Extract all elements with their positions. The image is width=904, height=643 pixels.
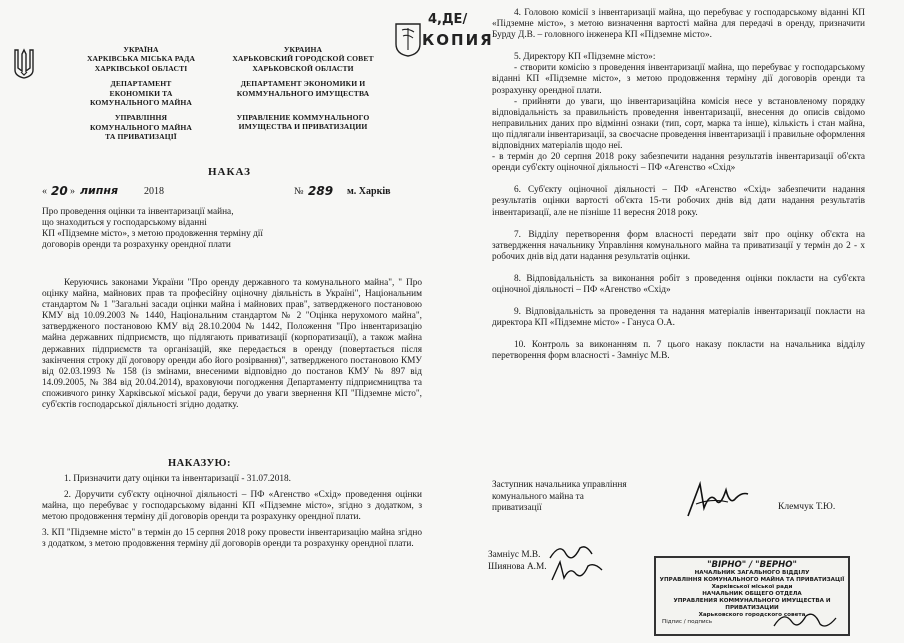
order-item-1: 1. Призначити дату оцінки та інвентаризації - 31.07.2018. <box>64 474 291 484</box>
signer-title-line: комунального майна та <box>492 491 584 502</box>
header-ru-line: ДЕПАРТАМЕНТ ЭКОНОМИКИ И <box>240 79 366 89</box>
stamp-line: УПРАВЛІННЯ КОМУНАЛЬНОГО МАЙНА ТА ПРИВАТИЗАЦІЇ <box>659 577 845 583</box>
order-heading: НАКАЗУЮ: <box>168 458 231 469</box>
header-ua-line: КОМУНАЛЬНОГО МАЙНА <box>89 98 193 108</box>
subject-line: договорів оренди та розрахунку орендної плати <box>42 240 231 251</box>
order-item-5a: - створити комісію з проведення інвентаризації майна, що перебуває у господарському віданні КП «Підземне місто», з метою продовження терміну дії договорів оренди та розрахунку орендної плати. <box>492 63 865 96</box>
date-month: липня <box>80 184 119 197</box>
order-subject <box>42 207 422 251</box>
header-ua-line: ТА ПРИВАТИЗАЦІЇ <box>105 132 177 142</box>
signer-name: Клемчук Т.Ю. <box>778 502 836 512</box>
city: м. Харків <box>347 186 391 197</box>
order-item-3: 3. КП "Підземне місто" в термін до 15 серпня 2018 року провести інвентаризацію майна згідно з додатком, з метою продовження терміну дії договорів оренди та розрахунку орендної плати. <box>42 528 422 550</box>
header-ua-line: УКРАЇНА <box>123 45 159 54</box>
date-number-line <box>42 186 402 200</box>
signer-title <box>492 480 672 515</box>
stamp-line: Харківської міської ради <box>711 584 793 590</box>
order-item-10: 10. Контроль за виконанням п. 7 цього наказу покласти на начальника відділу перетворення форм власності - Замніус М.В. <box>492 340 865 362</box>
header-ua-line: КОМУНАЛЬНОГО МАЙНА <box>89 122 193 132</box>
trident-emblem-icon <box>12 48 36 80</box>
subject-line: Про проведення оцінки та інвентаризації майна, <box>42 207 234 217</box>
order-number: 289 <box>308 184 334 198</box>
date-day: 20 <box>51 184 68 198</box>
order-items-left <box>42 474 422 556</box>
stamp-line: НАЧАЛЬНИК ЗАГАЛЬНОГО ВІДДІЛУ <box>694 570 810 576</box>
copy-stamp-handwriting: 4,ДЕ/ <box>428 12 468 27</box>
stamp-line: НАЧАЛЬНИК ОБЩЕГО ОТДЕЛА <box>702 591 802 597</box>
handwritten-signature <box>682 478 752 522</box>
copy-stamp-text: КОПИЯ <box>422 31 494 49</box>
header-ua-line: УПРАВЛІННЯ <box>114 113 168 123</box>
header-russian <box>222 45 384 132</box>
copy-stamp <box>392 12 494 82</box>
order-item-6: 6. Суб'єкту оціночної діяльності – ПФ «Агенство «Схід» забезпечити надання результатів оцінки вартості об'єкта 15-ти робочих днів від дати надання результатів інвентаризації, але не пізніше 11 вересня 2018 року. <box>492 185 865 218</box>
header-ua-line: ХАРКІВСЬКА МІСЬКА РАДА <box>86 54 196 64</box>
header-ua-line: ЕКОНОМІКИ ТА <box>109 88 173 98</box>
signer-title-line: приватизації <box>492 503 542 514</box>
executors <box>488 549 547 573</box>
order-item-2: 2. Доручити суб'єкту оціночної діяльності – ПФ «Агенство «Схід» проведення оцінки майна, що перебуває у господарському віданні КП «Підземне місто», згідно з додатком, з метою продовження терміну дії договорів оренди та розрахунку орендної плати. <box>42 490 422 523</box>
order-items-right <box>492 8 865 362</box>
preamble-paragraph: Керуючись законами України "Про оренду державного та комунального майна", " Про оцінку майна, майнових прав та професійну оціночну діяльність в Україні", Національним стандартом № 1 "Загальні засади оцінки майна і майнових прав", затвердженого постановою КМУ від 10.09.2003 № 1440, Національним стандартом № 2 "Оцінка нерухомого майна", затвердженого постановою КМУ від 28.10.2004 № 1442, Положення "Про інвентаризацію майна державних підприємств, що підлягають приватизації (корпоратизації), а також майна державних підприємств та організацій, яке передається в оренду (повертається після закінчення строку дії договору оренди або його розірвання)", затвердженого постановою КМУ від 02.03.1993 № 158 (із змінами, внесеними відповідно до постанов КМУ № 897 від 14.09.2005, № 384 від 20.04.2014), враховуючи погодження Департаменту підприємництва та споживчого ринку Харківської міської ради, беручи до уваги звернення КП "Підземне місто", суб'єктів господарської діяльності згідно додатку. <box>42 278 422 411</box>
header-ukrainian <box>72 45 210 142</box>
number-prefix: № <box>294 186 304 197</box>
header-ru-line: ИМУЩЕСТВА И ПРИВАТИЗАЦИИ <box>238 122 368 132</box>
executor-name: Замніус М.В. <box>488 550 541 560</box>
header-ru-line: ХАРЬКОВСКИЙ ГОРОДСКОЙ СОВЕТ <box>232 54 374 64</box>
stamp-title: "ВІРНО" / "ВЕРНО" <box>707 560 797 570</box>
stamp-line: УПРАВЛЕНИЯ КОММУНАЛЬНОГО ИМУЩЕСТВА И ПРИВАТИЗАЦИИ <box>673 598 831 611</box>
stamp-signature <box>770 606 840 634</box>
header-ru-line: ХАРЬКОВСКОЙ ОБЛАСТИ <box>252 63 354 73</box>
executor-signatures <box>546 540 606 588</box>
order-item-7: 7. Відділу перетворення форм власності передати звіт про оцінку об'єкта на затвердження начальнику Управління комунального майна та приватизації у термін до 2 - х робочих днів від дати надання результатів оцінки. <box>492 229 865 262</box>
date-open-quote: « <box>42 186 47 197</box>
header-ru-line: КОММУНАЛЬНОГО ИМУЩЕСТВА <box>236 88 370 98</box>
order-item-4: 4. Головою комісії з інвентаризації майна, що перебуває у господарському віданні КП «Підземне місто», з метою визначення вартості майна для передачі в оренду, призначити Бурду Д.В. – головного інженера КП «Підземне місто». <box>492 8 865 41</box>
subject-line: КП «Підземне місто», з метою продовження терміну дії <box>42 229 263 240</box>
date-close-quote: » <box>70 186 75 197</box>
stamp-line: Харьковского городского совета <box>698 612 806 618</box>
header-ru-line: УПРАВЛЕНИЕ КОММУНАЛЬНОГО <box>236 113 370 123</box>
order-item-5-heading: 5. Директору КП «Підземне місто»: <box>514 52 656 63</box>
date-year: 2018 <box>144 186 164 197</box>
signer-title-line: Заступник начальника управління <box>492 480 627 490</box>
order-item-5c: - в термін до 20 серпня 2018 року забезпечити надання результатів інвентаризації об'єкта оренди суб'єкту оціночної діяльності – ПФ «Агенство «Схід» <box>492 152 865 174</box>
document-title: НАКАЗ <box>208 166 251 178</box>
order-item-8: 8. Відповідальність за виконання робіт з проведення оцінки покласти на суб'єкта оціночної діяльності – ПФ «Агенство «Схід» <box>492 273 865 295</box>
order-item-9: 9. Відповідальність за проведення та надання матеріалів інвентаризації покласти на директора КП «Підземне місто» - Гануса О.А. <box>492 307 865 329</box>
order-item-5b: - прийняти до уваги, що інвентаризаційна комісія несе у встановленому порядку відповідальність за правильність проведення інвентаризації, внесення до описів свідомо неправильних даних про відмінні ознаки (тип, сорт, марка та інше), кількість і стан майна, що підлягали інвентаризації, за своєчасне проведення інвентаризації і правильне оформлення відповідних матеріалів щодо неї. <box>492 96 865 152</box>
header-ru-line: УКРАИНА <box>283 45 323 54</box>
stamp-footer: Підпис / подпись <box>662 619 713 625</box>
subject-line: що знаходиться у господарському віданні <box>42 218 207 229</box>
header-ua-line: ДЕПАРТАМЕНТ <box>110 79 172 89</box>
executor-name: Шиянова А.М. <box>488 562 547 572</box>
header-ua-line: ХАРКІВСЬКОЇ ОБЛАСТІ <box>94 63 188 73</box>
